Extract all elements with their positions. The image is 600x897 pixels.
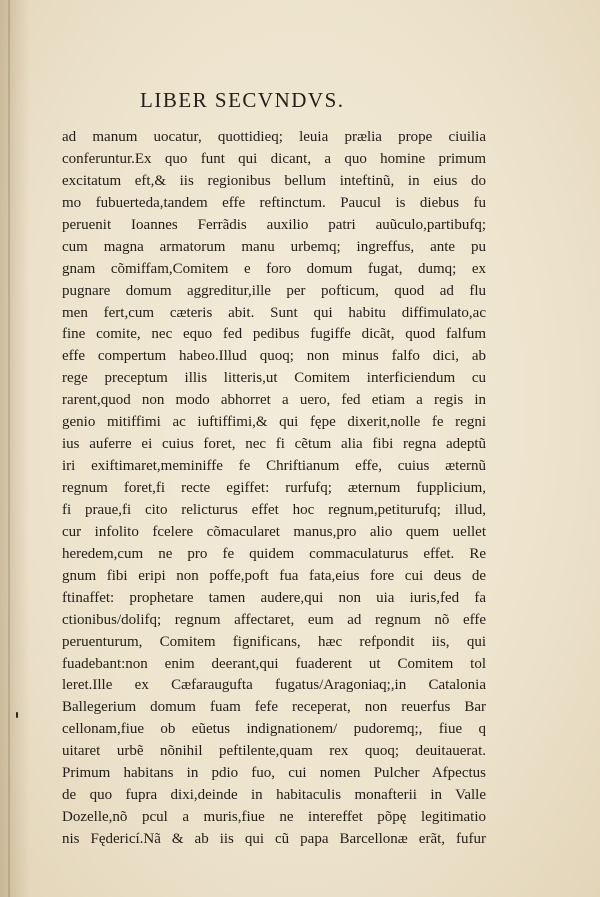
text-line: fuadebant:non enim deerant,qui fuaderent ut Comitem tol	[62, 655, 486, 672]
text-line: rarent,quod non modo abhorret a uero, fed etiam a regis in	[62, 392, 486, 409]
text-line: genio mitiffimi ac iuftiffimi,& qui fępe dixerit,nolle fe regni	[62, 414, 486, 431]
text-line: ad manum uocatur, quottidieq; leuia prælia prope ciuilia	[62, 129, 486, 145]
text-line: ftinaffet: prophetare tamen audere,qui non uia iuris,fed fa	[62, 589, 486, 606]
text-line: uitaret urbẽ nõnihil peftilente,quam rex quoq; deuitauerat.	[62, 743, 486, 760]
text-line: gnum fibi eripi non poffe,poft fua fata,eius fore cui deus de	[62, 567, 486, 584]
text-line: heredem,cum ne pro fe quidem commaculaturus effet. Re	[62, 545, 486, 562]
text-line: de quo fupra dixi,deinde in habitaculis monafterii in Valle	[62, 787, 486, 804]
text-line: ctionibus/dolifq; regnum affectaret, eum ad regnum nõ effe	[62, 611, 486, 628]
text-line: Primum habitans in pdio fuo, cui nomen Pulcher Afpectus	[62, 765, 486, 782]
gutter-shadow	[0, 0, 30, 897]
body-text	[62, 127, 486, 851]
text-line: mo fubuerteda,tandem effe reftinctum. Paucul is diebus fu	[62, 194, 486, 211]
text-line: fine comite, nec equo fed pedibus fugiffe dicãt, quod falfum	[62, 326, 486, 343]
text-line: leret.Ille ex Cæfaraugufta fugatus/Aragoniaq;,in Catalonia	[62, 677, 486, 694]
text-line: rege preceptum illis litteris,ut Comitem interficiendum cu	[62, 370, 486, 387]
text-line: nis Fędericí.Nã & ab iis qui cũ papa Barcellonæ erãt, fufur	[62, 831, 486, 847]
text-line: Dozelle,nõ pcul a muris,fiue ne intereffet põpę legitimatio	[62, 809, 486, 826]
text-line: Ballegerium domum fuam fefe receperat, non reuerfus Bar	[62, 699, 486, 716]
text-line: cum magna armatorum manu urbemq; ingreffus, ante pu	[62, 238, 486, 255]
text-line: cur infolito fcelere cõmacularet manus,pro alio quem uellet	[62, 523, 486, 540]
text-line: men fert,cum cæteris abit. Sunt qui habitu diffimulato,ac	[62, 304, 486, 321]
margin-mark	[16, 712, 18, 718]
text-line: effe compertum habeo.Illud quoq; non minus falfo dici, ab	[62, 348, 486, 365]
text-line: conferuntur.Ex quo funt qui dicant, a quo homine primum	[62, 150, 486, 167]
text-line: peruenturum, Comitem fignificans, hæc refpondit iis, qui	[62, 633, 486, 650]
text-line: iri exiftimaret,meminiffe fe Chriftianum effe, cuius æternũ	[62, 458, 486, 475]
text-line: regnum foret,fi recte egiffet: rurfufq; æternum fupplicium,	[62, 480, 486, 496]
text-line: gnam cõmiffam,Comitem e foro domum fugat, dumq; ex	[62, 260, 486, 277]
text-line: excitatum eft,& iis regionibus bellum inteftinũ, in eius do	[62, 172, 486, 189]
text-line: ius auferre ei cuius foret, nec fi cẽtum alia fibi regna adeptũ	[62, 436, 486, 453]
text-line: pugnare domum aggreditur,ille per pofticum, quod ad flu	[62, 282, 486, 299]
text-line: cellonam,fiue ob eũetus indignationem/ pudoremq;, fiue q	[62, 721, 486, 738]
text-line: peruenit Ioannes Ferrãdis auxilio patri auũculo,partibufq;	[62, 216, 486, 233]
binding-edge	[8, 0, 10, 897]
running-header: LIBER SECVNDVS.	[140, 88, 345, 112]
text-line: fi praue,fi cito relicturus effet hoc regnum,petiturufq; illud,	[62, 501, 486, 518]
